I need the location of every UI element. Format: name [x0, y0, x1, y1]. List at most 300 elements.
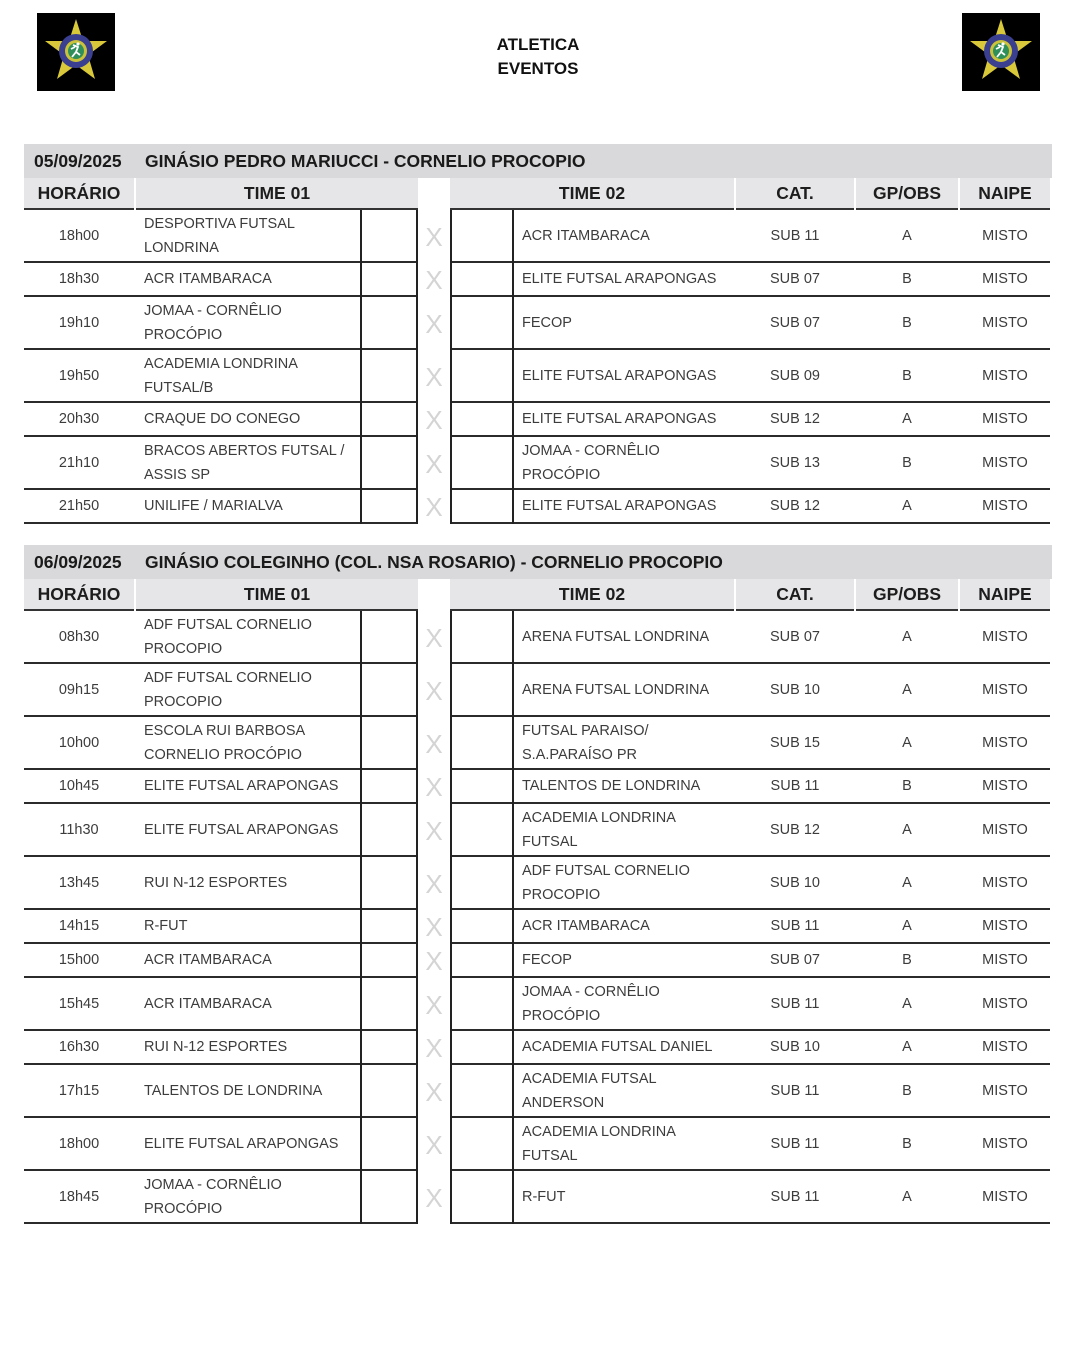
- game-time-text: 18h00: [58, 1135, 100, 1152]
- team-1-text: UNILIFE / MARIALVA: [144, 498, 283, 514]
- team-1-text: JOMAA - CORNÊLIO PROCÓPIO: [144, 1176, 282, 1217]
- versus-x-icon: X: [425, 492, 443, 522]
- game-naipe: [960, 770, 1050, 802]
- game-category: [736, 490, 854, 522]
- team-2-text: R-FUT: [522, 1188, 566, 1205]
- team-1: [136, 857, 360, 908]
- game-naipe: [960, 437, 1050, 488]
- column-header-time02: TIME 02: [450, 579, 734, 611]
- game-time-text: 19h10: [58, 314, 100, 331]
- logo-right: [962, 13, 1040, 91]
- team-1: [136, 1031, 360, 1063]
- game-group-text: B: [902, 778, 912, 794]
- column-divider: [512, 978, 514, 1031]
- game-time-text: 10h00: [58, 734, 100, 751]
- game-category-text: SUB 10: [770, 681, 820, 698]
- game-time-text: 18h00: [58, 227, 100, 244]
- team-1-text: ELITE FUTSAL ARAPONGAS: [144, 1135, 339, 1152]
- table-row: [24, 664, 1050, 717]
- game-time-text: 19h50: [58, 367, 100, 384]
- game-time: [24, 1031, 134, 1063]
- column-divider: [360, 1171, 362, 1224]
- section-date: 06/09/2025: [34, 551, 122, 572]
- versus-x-icon: X: [425, 675, 443, 706]
- column-divider: [512, 664, 514, 717]
- game-group-text: A: [902, 874, 912, 891]
- table-row: [24, 437, 1050, 490]
- game-naipe: [960, 857, 1050, 908]
- team-2: [514, 1171, 734, 1222]
- game-time-text: 09h15: [58, 681, 100, 698]
- game-time: [24, 857, 134, 908]
- game-group: [856, 403, 958, 435]
- table-row: [24, 210, 1050, 263]
- column-divider: [360, 490, 362, 524]
- column-divider: [512, 1065, 514, 1118]
- column-divider: [360, 944, 362, 978]
- versus-x-icon: X: [425, 815, 443, 846]
- game-naipe: [960, 297, 1050, 348]
- team-1: [136, 403, 360, 435]
- versus-cell: [418, 804, 450, 857]
- table-row: [24, 403, 1050, 437]
- versus-cell: [418, 403, 450, 437]
- game-category: [736, 437, 854, 488]
- team-2-text: JOMAA - CORNÊLIO PROCÓPIO: [522, 983, 660, 1024]
- team-2-text: ELITE FUTSAL ARAPONGAS: [522, 498, 717, 514]
- game-naipe-text: MISTO: [982, 1188, 1028, 1205]
- game-naipe-text: MISTO: [982, 454, 1028, 471]
- column-divider: [360, 717, 362, 770]
- title-line-1: ATLETICA: [496, 35, 580, 54]
- team-1-text: ACADEMIA LONDRINA FUTSAL/B: [144, 355, 298, 396]
- column-divider: [450, 263, 452, 297]
- column-header-cat: CAT.: [736, 178, 854, 210]
- game-time: [24, 1171, 134, 1222]
- team-1-text: ACR ITAMBARACA: [144, 995, 272, 1012]
- column-divider: [512, 297, 514, 350]
- team-1: [136, 770, 360, 802]
- game-category: [736, 717, 854, 768]
- team-2-text: TALENTOS DE LONDRINA: [522, 778, 701, 794]
- versus-x-icon: X: [425, 221, 443, 252]
- team-2: [514, 664, 734, 715]
- versus-x-icon: X: [425, 622, 443, 653]
- table-header: [24, 178, 1052, 210]
- game-group: [856, 717, 958, 768]
- game-category: [736, 770, 854, 802]
- versus-x-icon: X: [425, 772, 443, 802]
- game-naipe: [960, 611, 1050, 662]
- game-category-text: SUB 10: [770, 1039, 820, 1055]
- team-2: [514, 978, 734, 1029]
- game-naipe: [960, 804, 1050, 855]
- game-time: [24, 944, 134, 976]
- game-time-text: 18h45: [58, 1188, 100, 1205]
- game-naipe: [960, 210, 1050, 261]
- game-time-text: 10h45: [58, 778, 100, 794]
- team-1: [136, 664, 360, 715]
- team-1-text: JOMAA - CORNÊLIO PROCÓPIO: [144, 302, 282, 343]
- section-title-bar: [24, 545, 1052, 579]
- game-group-text: A: [902, 734, 912, 751]
- column-header-time01: TIME 01: [136, 178, 418, 210]
- game-naipe-text: MISTO: [982, 952, 1028, 968]
- column-divider: [450, 1065, 452, 1118]
- versus-x-icon: X: [425, 868, 443, 899]
- game-category-text: SUB 11: [770, 1082, 820, 1099]
- game-time-text: 21h10: [58, 454, 100, 471]
- team-2: [514, 1065, 734, 1116]
- game-group: [856, 490, 958, 522]
- team-1: [136, 944, 360, 976]
- team-2: [514, 490, 734, 522]
- versus-x-icon: X: [425, 728, 443, 759]
- table-row: [24, 857, 1050, 910]
- team-1-text: ACR ITAMBARACA: [144, 952, 272, 968]
- versus-x-icon: X: [425, 989, 443, 1020]
- column-divider: [512, 611, 514, 664]
- game-category: [736, 611, 854, 662]
- team-2-text: ACADEMIA LONDRINA FUTSAL: [522, 1123, 676, 1164]
- versus-cell: [418, 664, 450, 717]
- game-group: [856, 611, 958, 662]
- versus-x-icon: X: [425, 1076, 443, 1107]
- column-divider: [450, 717, 452, 770]
- versus-cell: [418, 437, 450, 490]
- game-group: [856, 350, 958, 401]
- column-divider: [450, 664, 452, 717]
- versus-x-icon: X: [425, 1033, 443, 1063]
- game-group: [856, 910, 958, 942]
- column-divider: [360, 297, 362, 350]
- table-row: [24, 1171, 1050, 1224]
- column-header-time02: TIME 02: [450, 178, 734, 210]
- table-row: [24, 1118, 1050, 1171]
- column-divider: [360, 978, 362, 1031]
- title-line-2: EVENTOS: [497, 59, 579, 78]
- game-naipe: [960, 263, 1050, 295]
- column-divider: [450, 297, 452, 350]
- header-versus-gap: [418, 178, 450, 210]
- team-1: [136, 717, 360, 768]
- team-2-text: ELITE FUTSAL ARAPONGAS: [522, 271, 717, 287]
- team-2-text: FECOP: [522, 314, 572, 331]
- team-1: [136, 1171, 360, 1222]
- team-2-text: FECOP: [522, 952, 572, 968]
- game-naipe-text: MISTO: [982, 918, 1028, 934]
- logo-left: [37, 13, 115, 91]
- game-group: [856, 1031, 958, 1063]
- versus-x-icon: X: [425, 308, 443, 339]
- game-naipe-text: MISTO: [982, 1135, 1028, 1152]
- column-divider: [450, 770, 452, 804]
- column-divider: [450, 490, 452, 524]
- game-time: [24, 611, 134, 662]
- game-category: [736, 1065, 854, 1116]
- section-title-bar: [24, 144, 1052, 178]
- versus-cell: [418, 978, 450, 1031]
- team-1-text: R-FUT: [144, 918, 188, 934]
- game-naipe-text: MISTO: [982, 1082, 1028, 1099]
- column-divider: [450, 978, 452, 1031]
- game-time: [24, 1065, 134, 1116]
- game-naipe: [960, 1031, 1050, 1063]
- game-group: [856, 978, 958, 1029]
- game-group-text: A: [902, 411, 912, 427]
- column-divider: [450, 403, 452, 437]
- team-2: [514, 437, 734, 488]
- game-group: [856, 1065, 958, 1116]
- game-category: [736, 350, 854, 401]
- column-divider: [450, 944, 452, 978]
- game-category: [736, 978, 854, 1029]
- game-group: [856, 664, 958, 715]
- game-group: [856, 1118, 958, 1169]
- column-divider: [450, 1171, 452, 1224]
- table-row: [24, 717, 1050, 770]
- game-naipe-text: MISTO: [982, 367, 1028, 384]
- game-naipe-text: MISTO: [982, 1039, 1028, 1055]
- game-time: [24, 210, 134, 261]
- column-divider: [360, 857, 362, 910]
- game-group-text: A: [902, 498, 912, 514]
- team-2-text: ACADEMIA FUTSAL DANIEL: [522, 1039, 713, 1055]
- table-row: [24, 770, 1050, 804]
- game-time: [24, 350, 134, 401]
- game-group: [856, 804, 958, 855]
- game-naipe-text: MISTO: [982, 874, 1028, 891]
- game-time-text: 08h30: [58, 628, 100, 645]
- column-divider: [360, 1065, 362, 1118]
- game-time: [24, 664, 134, 715]
- column-divider: [512, 437, 514, 490]
- versus-cell: [418, 857, 450, 910]
- team-1-text: ELITE FUTSAL ARAPONGAS: [144, 821, 339, 838]
- game-category: [736, 804, 854, 855]
- game-naipe-text: MISTO: [982, 628, 1028, 645]
- team-1: [136, 1118, 360, 1169]
- game-time: [24, 490, 134, 522]
- game-category-text: SUB 10: [770, 874, 820, 891]
- table-row: [24, 490, 1050, 524]
- header-versus-gap: [418, 579, 450, 611]
- column-header-gpobs: GP/OBS: [856, 178, 958, 210]
- section-date: 05/09/2025: [34, 150, 122, 171]
- game-time-text: 16h30: [58, 1039, 100, 1055]
- team-1-text: ADF FUTSAL CORNELIO PROCOPIO: [144, 616, 312, 657]
- table-row: [24, 1065, 1050, 1118]
- column-divider: [360, 263, 362, 297]
- team-1: [136, 804, 360, 855]
- game-group-text: A: [902, 995, 912, 1012]
- team-2-text: JOMAA - CORNÊLIO PROCÓPIO: [522, 442, 660, 483]
- team-2-text: ACADEMIA FUTSAL ANDERSON: [522, 1070, 657, 1111]
- team-1: [136, 263, 360, 295]
- game-time: [24, 804, 134, 855]
- game-group: [856, 263, 958, 295]
- game-category-text: SUB 11: [770, 1135, 820, 1152]
- column-divider: [450, 1118, 452, 1171]
- game-time: [24, 1118, 134, 1169]
- game-category: [736, 664, 854, 715]
- table-row: [24, 804, 1050, 857]
- team-2: [514, 210, 734, 261]
- game-naipe-text: MISTO: [982, 227, 1028, 244]
- column-divider: [360, 804, 362, 857]
- table-header: [24, 579, 1052, 611]
- team-1: [136, 210, 360, 261]
- game-group-text: B: [902, 952, 912, 968]
- column-divider: [450, 804, 452, 857]
- game-time-text: 15h00: [58, 952, 100, 968]
- game-category-text: SUB 11: [770, 778, 820, 794]
- team-1-text: ACR ITAMBARACA: [144, 271, 272, 287]
- versus-cell: [418, 263, 450, 297]
- column-divider: [512, 1118, 514, 1171]
- schedule-section: [24, 144, 1052, 524]
- game-group-text: B: [902, 1135, 912, 1152]
- team-1: [136, 490, 360, 522]
- game-group-text: A: [902, 1188, 912, 1205]
- column-divider: [360, 611, 362, 664]
- team-2: [514, 910, 734, 942]
- game-naipe: [960, 664, 1050, 715]
- game-time: [24, 770, 134, 802]
- game-category-text: SUB 11: [770, 995, 820, 1012]
- game-naipe: [960, 403, 1050, 435]
- column-divider: [450, 210, 452, 263]
- game-time-text: 15h45: [58, 995, 100, 1012]
- versus-cell: [418, 1065, 450, 1118]
- game-time: [24, 297, 134, 348]
- versus-x-icon: X: [425, 265, 443, 295]
- game-naipe: [960, 944, 1050, 976]
- column-divider: [450, 857, 452, 910]
- game-naipe: [960, 1065, 1050, 1116]
- team-1-text: ADF FUTSAL CORNELIO PROCOPIO: [144, 669, 312, 710]
- column-header-horario: HORÁRIO: [24, 178, 134, 210]
- game-group-text: A: [902, 918, 912, 934]
- table-row: [24, 978, 1050, 1031]
- section-venue: GINÁSIO PEDRO MARIUCCI - CORNELIO PROCOPIO: [145, 150, 586, 171]
- game-time: [24, 263, 134, 295]
- game-group: [856, 437, 958, 488]
- team-2: [514, 857, 734, 908]
- column-divider: [360, 910, 362, 944]
- game-category-text: SUB 11: [770, 918, 820, 934]
- game-category: [736, 263, 854, 295]
- game-category-text: SUB 07: [770, 314, 820, 331]
- game-time: [24, 403, 134, 435]
- game-time-text: 17h15: [58, 1082, 100, 1099]
- game-naipe-text: MISTO: [982, 734, 1028, 751]
- team-2-text: ELITE FUTSAL ARAPONGAS: [522, 367, 717, 384]
- column-divider: [360, 437, 362, 490]
- game-group: [856, 770, 958, 802]
- table-row: [24, 1031, 1050, 1065]
- game-naipe-text: MISTO: [982, 314, 1028, 331]
- team-2: [514, 717, 734, 768]
- game-naipe: [960, 910, 1050, 942]
- column-divider: [512, 490, 514, 524]
- team-2-text: ELITE FUTSAL ARAPONGAS: [522, 411, 717, 427]
- column-divider: [512, 944, 514, 978]
- column-header-cat: CAT.: [736, 579, 854, 611]
- game-time: [24, 437, 134, 488]
- column-divider: [512, 1171, 514, 1224]
- team-2: [514, 611, 734, 662]
- column-header-gpobs: GP/OBS: [856, 579, 958, 611]
- versus-x-icon: X: [425, 946, 443, 976]
- game-category: [736, 1118, 854, 1169]
- game-category-text: SUB 09: [770, 367, 820, 384]
- versus-x-icon: X: [425, 448, 443, 479]
- game-group-text: B: [902, 1082, 912, 1099]
- team-2: [514, 297, 734, 348]
- game-group: [856, 944, 958, 976]
- game-naipe: [960, 350, 1050, 401]
- team-1: [136, 437, 360, 488]
- game-time-text: 14h15: [58, 918, 100, 934]
- game-group-text: A: [902, 821, 912, 838]
- team-1: [136, 1065, 360, 1116]
- game-category-text: SUB 07: [770, 628, 820, 645]
- game-category: [736, 857, 854, 908]
- column-divider: [512, 910, 514, 944]
- team-1-text: TALENTOS DE LONDRINA: [144, 1082, 323, 1099]
- game-category-text: SUB 07: [770, 271, 820, 287]
- game-group-text: B: [902, 367, 912, 384]
- column-divider: [512, 770, 514, 804]
- team-2-text: ACADEMIA LONDRINA FUTSAL: [522, 809, 676, 850]
- team-1: [136, 978, 360, 1029]
- versus-cell: [418, 350, 450, 403]
- versus-x-icon: X: [425, 405, 443, 435]
- game-category-text: SUB 11: [770, 1188, 820, 1205]
- column-divider: [360, 1118, 362, 1171]
- star-badge-logo-icon: [37, 13, 115, 91]
- column-divider: [450, 350, 452, 403]
- column-divider: [360, 1031, 362, 1065]
- versus-cell: [418, 1031, 450, 1065]
- game-group-text: A: [902, 227, 912, 244]
- game-category: [736, 1031, 854, 1063]
- game-group-text: A: [902, 681, 912, 698]
- team-1-text: ESCOLA RUI BARBOSA CORNELIO PROCÓPIO: [144, 722, 305, 763]
- column-divider: [512, 210, 514, 263]
- table-row: [24, 611, 1050, 664]
- game-naipe-text: MISTO: [982, 821, 1028, 838]
- column-divider: [512, 804, 514, 857]
- versus-cell: [418, 210, 450, 263]
- column-divider: [360, 770, 362, 804]
- game-category: [736, 297, 854, 348]
- versus-cell: [418, 944, 450, 978]
- game-group-text: A: [902, 1039, 912, 1055]
- team-1-text: CRAQUE DO CONEGO: [144, 411, 301, 427]
- versus-cell: [418, 611, 450, 664]
- team-2-text: FUTSAL PARAISO/ S.A.PARAÍSO PR: [522, 722, 649, 763]
- game-naipe-text: MISTO: [982, 271, 1028, 287]
- team-2: [514, 804, 734, 855]
- column-divider: [512, 403, 514, 437]
- versus-x-icon: X: [425, 912, 443, 942]
- column-divider: [360, 403, 362, 437]
- versus-cell: [418, 1171, 450, 1224]
- game-time-text: 18h30: [58, 271, 100, 287]
- team-1: [136, 910, 360, 942]
